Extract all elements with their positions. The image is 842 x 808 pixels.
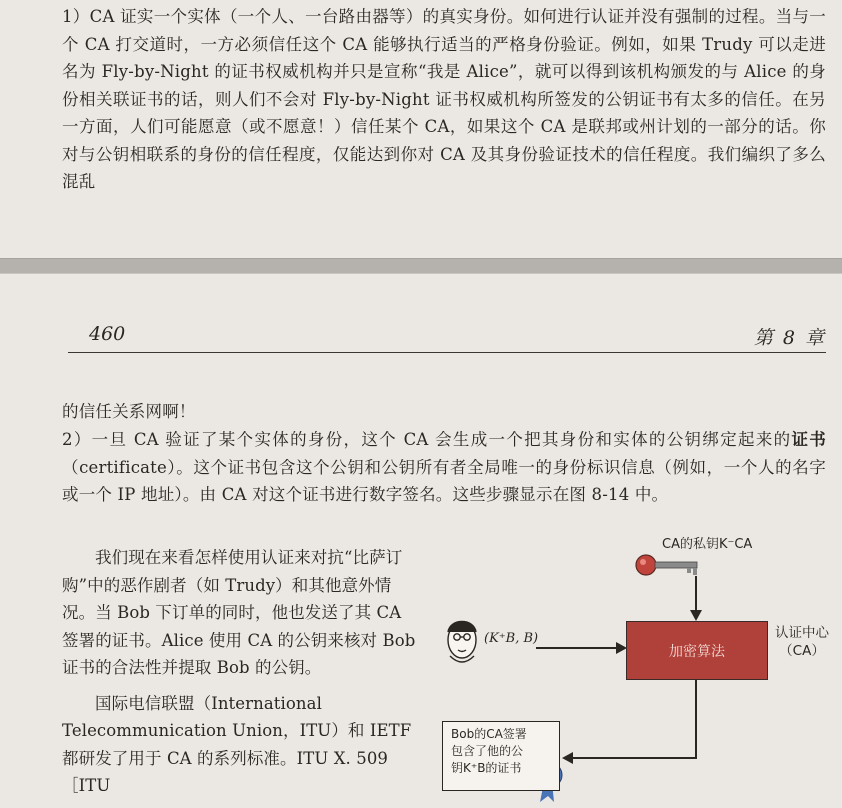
arrow-down-icon (690, 610, 702, 621)
ca-private-key-label: CA的私钥K⁻CA (662, 537, 753, 552)
encryption-algorithm-box (626, 621, 768, 680)
para2-text-b: （certificate）。这个证书包含这个公钥和公钥所有者全局唯一的身份标识信息（例如，一个人的名字或一个 IP 地址）。由 CA 对这个证书进行数字签名。这些步骤显示在图 8-14 中。 (62, 457, 826, 504)
cert-line-1: Bob的CA签署 (451, 727, 527, 741)
key-icon (636, 555, 697, 575)
bob-input-label: (K⁺B, B) (484, 631, 539, 646)
header-rule (68, 352, 826, 353)
figure-8-14 (440, 528, 840, 802)
page-number: 460 (89, 323, 126, 345)
bob-face-icon (448, 622, 476, 663)
encryption-box-label: 加密算法 (669, 643, 725, 660)
page-gap-band (0, 258, 842, 274)
left-paragraph-2: 国际电信联盟（International Telecommunication Union，ITU）和 IETF 都研发了用于 CA 的系列标准。ITU X. 509［ITU (62, 693, 412, 795)
cert-line-2: 包含了他的公 (451, 744, 524, 758)
prev-page-paragraph: 1）CA 证实一个实体（一个人、一台路由器等）的真实身份。如何进行认证并没有强制的过程。当与一个 CA 打交道时，一方必须信任这个 CA 能够执行适当的严格身份验证。例如，如果 Trudy 可以走进名为 Fly-by-Night 的证书权威机构并只是宣称“我是 Alice”，就可以得到该机构颁发的与 Alice 的身份相关联证书的话，则人们不会对 Fly-by-Night 证书权威机构所签发的公钥证书有太多的信任。在另一方面，人们可能愿意（或不愿意！）信任某个 CA，如果这个 CA 是联邦或州计划的一部分的话。你对与公钥相联系的身份的信任程度，仅能达到你对 CA 及其身份验证技术的信任程度。我们编织了多么混乱 (62, 7, 826, 191)
para2-text-a: 2）一旦 CA 验证了某个实体的身份，这个 CA 会生成一个把其身份和实体的公钥绑定起来的 (62, 430, 792, 449)
ca-label-line1: 认证中心 (775, 625, 829, 641)
paragraph-2 (62, 426, 826, 509)
left-paragraph-1: 我们现在来看怎样使用认证来对抗“比萨订购”中的恶作剧者（如 Trudy）和其他意外情况。当 Bob 下订单的同时，他也发送了其 CA 签署的证书。Alice 使用 CA 的公钥来核对 Bob 证书的合法性并提取 Bob 的公钥。 (62, 548, 416, 677)
arrow-left-icon (562, 752, 573, 764)
continuation-line: 的信任关系网啊！ (62, 402, 196, 421)
ca-label-line2: （CA） (779, 643, 825, 659)
certificate-box (442, 721, 560, 791)
ca-label (772, 624, 832, 660)
left-column (62, 544, 417, 808)
certificate-term: 证书 (791, 430, 827, 449)
cert-line-3: 钥K⁺B的证书 (451, 761, 522, 775)
chapter-label: 第 8 章 (753, 327, 826, 349)
